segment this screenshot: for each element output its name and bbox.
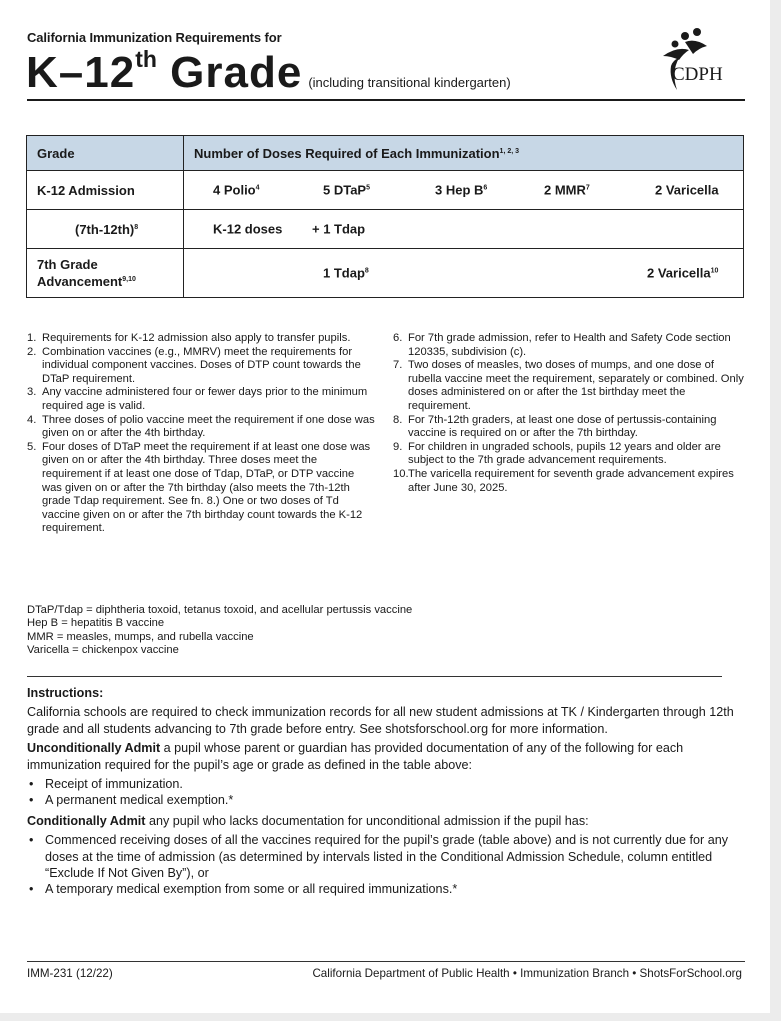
grade-label: K-12 Admission [37, 182, 135, 198]
footnote: 6. For 7th grade admission, refer to Health and Safety Code section 120335, subdivision (c). [393, 332, 731, 358]
dose-mmr: 2 MMR$^7$ [544, 182, 590, 198]
footnote: 10. The varicella requirement for seventh grade advancement expires after June 30, 2025. [393, 467, 734, 494]
conditional-admit-text: Conditionally Admit any pupil who lacks documentation for unconditional admission if the pupil has: [27, 813, 589, 828]
footer-divider [27, 961, 745, 962]
abbreviation-item: Hep B = hepatitis B vaccine [27, 617, 165, 630]
document-title [26, 46, 511, 98]
instructions-intro: California schools are required to check immunization records for all new student admissions at TK / Kindergarten through 12th grade and all students advancing to 7th grade before entry. See shotsforschool.org for more information. [27, 705, 734, 736]
unconditional-admit-list [27, 776, 747, 809]
dose-dtap: 5 DTaP$^5$ [323, 182, 371, 198]
footnote: 7. Two doses of measles, two doses of mumps, and one dose of rubella vaccine meet the requirement, separately or combined. Only doses administered on or after the 1st birthday meet the requirement. [393, 359, 744, 412]
dose-varicella: 2 Varicella [655, 182, 719, 198]
grade-label: $(7th-12th)^8$ [75, 221, 139, 237]
list-item: • Receipt of immunization. [27, 776, 747, 792]
footnotes-left [27, 332, 377, 536]
doses-cell [184, 210, 744, 249]
section-divider [27, 676, 722, 677]
abbreviations [27, 604, 412, 658]
unconditional-admit-text: Unconditionally Admit a pupil whose parent or guardian has provided documentation of any of the following for each immunization required for the pupil’s age or grade as defined in the table above: [27, 741, 684, 772]
grade-title [26, 48, 302, 97]
table-row [27, 171, 744, 210]
footnote: 1. Requirements for K-12 admission also apply to transfer pupils. [27, 332, 351, 344]
abbreviation-item: MMR = measles, mumps, and rubella vaccine [27, 630, 254, 643]
abbreviation-item: Varicella = chickenpox vaccine [27, 644, 179, 657]
cdph-logo-text: CDPH [672, 64, 723, 85]
instructions-heading: Instructions: [27, 686, 104, 700]
document-subtitle: (including transitional kindergarten) [308, 75, 511, 90]
doses-cell [184, 171, 744, 210]
footnote: 3. Any vaccine administered four or fewer days prior to the minimum required age is valid. [27, 386, 368, 412]
form-id: IMM-231 (12/22) [27, 967, 113, 980]
table-header-row [27, 136, 744, 171]
dose-hepb: 3 Hep $B^6$ [435, 182, 488, 198]
column-header-doses-label: Number of Doses Required of Each Immunization [194, 145, 500, 161]
list-item: • A temporary medical exemption from some or all required immunizations.* [27, 881, 747, 897]
grade-cell [27, 249, 184, 298]
footnote: 2. Combination vaccines (e.g., MMRV) meet the requirements for individual component vaccines. Doses of DTP count towards the DTaP requirement. [27, 345, 361, 385]
doses-cell [184, 249, 744, 298]
footnote: 5. Four doses of DTaP meet the requirement if at least one dose was given on or after the 4th birthday. Three doses meet the requirement if at least one dose of Tdap, DTaP, or DTP vaccine was given on or after the 7th birthday (also meets the 7th-12th grade Tdap requirement. See fn. 8.) One or two doses of Td vaccine given on or after the 7th birthday count towards the K-12 requirement. [27, 440, 371, 535]
dose-tdap: + 1 Tdap [312, 221, 366, 237]
grade-cell [27, 171, 184, 210]
footnote: 4. Three doses of polio vaccine meet the requirement if one dose was given on or after the 4th birthday. [27, 413, 375, 440]
grade-label: 7th Grade Advancement$^{9,10}$ [37, 257, 136, 289]
dose-polio: 4 Polio$^4$ [213, 182, 260, 198]
header-divider [27, 99, 745, 101]
footnotes-right [393, 332, 748, 495]
column-header-doses [184, 136, 744, 171]
unconditional-admit-label: Unconditionally Admit [27, 741, 161, 756]
column-header-doses-sup: 1, 2, 3 [499, 147, 520, 155]
grade-ordinal: th [135, 46, 157, 72]
table-row [27, 210, 744, 249]
dose-k12: K-12 doses [213, 221, 283, 237]
list-item: • A permanent medical exemption.* [27, 792, 747, 808]
abbreviation-item: DTaP/Tdap = diphtheria toxoid, tetanus toxoid, and acellular pertussis vaccine [27, 604, 413, 616]
dose-varicella-7th: 2 Varicella$^{10}$ [647, 265, 719, 281]
immunization-table [26, 135, 744, 298]
grade-word: Grade [170, 48, 303, 97]
conditional-admit-list [27, 832, 747, 898]
list-item: • Commenced receiving doses of all the vaccines required for the pupil’s grade (table above) and is not currently due for any doses at the time of admission (as determined by intervals listed in the Conditional Admission Schedule, column entitled “Exclude If Not Given By”), or [27, 832, 747, 881]
grade-cell [27, 210, 184, 249]
document-supertitle: California Immunization Requirements for [27, 30, 282, 45]
dose-tdap-7th: 1 Tdap$^8$ [323, 265, 369, 281]
instructions-section [27, 685, 747, 902]
column-header-grade: Grade [27, 136, 184, 171]
table-row [27, 249, 744, 298]
conditional-admit-label: Conditionally Admit [27, 813, 146, 828]
grade-range: K–12 [26, 48, 136, 97]
footnote: 9. For children in ungraded schools, pupils 12 years and older are subject to the 7th grade advancement requirements. [393, 440, 721, 467]
footer-organization: California Department of Public Health • Immunization Branch • ShotsForSchool.org [312, 967, 742, 980]
footnote: 8. For 7th-12th graders, at least one dose of pertussis-containing vaccine is required on or after the 7th birthday. [393, 413, 717, 440]
